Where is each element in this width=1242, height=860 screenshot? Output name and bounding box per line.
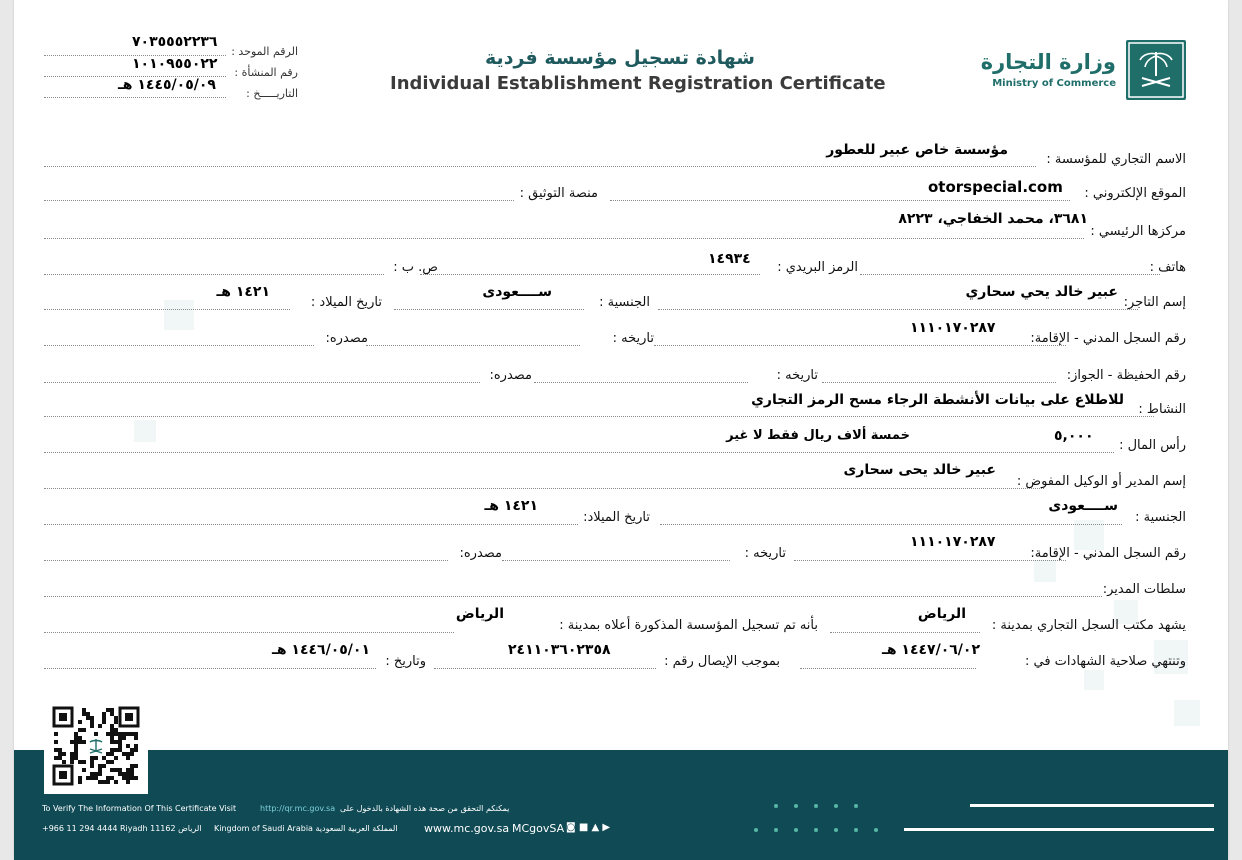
leader-dots bbox=[366, 345, 580, 346]
leader-dots bbox=[44, 200, 514, 201]
certify-label: يشهد مكتب السجل التجاري بمدينة : bbox=[991, 618, 1186, 633]
expiry-label: وتنتهي صلاحية الشهادات في : bbox=[1024, 654, 1186, 669]
verify-text-en: To Verify The Information Of This Certificate Visit bbox=[42, 804, 237, 813]
snapchat-icon[interactable]: ◙ bbox=[566, 822, 576, 833]
website-label: الموقع الإلكتروني : bbox=[1084, 186, 1186, 201]
decor-line bbox=[904, 828, 1214, 831]
decor-dot bbox=[774, 804, 778, 808]
merchant-label: إسم التاجر: bbox=[1123, 295, 1186, 310]
leader-dots bbox=[44, 524, 578, 525]
passport-source-label: مصدره: bbox=[489, 368, 532, 383]
nationality-label: الجنسية : bbox=[599, 295, 650, 310]
footer-website[interactable]: www.mc.gov.sa bbox=[424, 822, 510, 835]
leader-dots bbox=[44, 560, 448, 561]
hq-label: مركزها الرئيسي : bbox=[1090, 224, 1186, 239]
decor-dot bbox=[754, 828, 758, 832]
decor-dot bbox=[774, 828, 778, 832]
leader-dots bbox=[654, 345, 1066, 346]
capital-value: ٥,٠٠٠ bbox=[1054, 428, 1094, 444]
ministry-name-en: Ministry of Commerce bbox=[992, 78, 1116, 89]
palm-swords-icon bbox=[1126, 40, 1186, 100]
phone-label: هاتف : bbox=[1149, 260, 1186, 275]
verify-text-ar: يمكنكم التحقق من صحة هذه الشهادة بالدخول على bbox=[340, 804, 510, 813]
footer-bar bbox=[14, 750, 1228, 860]
leader-dots bbox=[534, 382, 748, 383]
ministry-name-ar: وزارة التجارة bbox=[980, 50, 1116, 74]
manager-civil-date-label: تاريخه : bbox=[744, 546, 786, 561]
certify-statement: بأنه تم تسجيل المؤسسة المذكورة أعلاه بمدينة : bbox=[559, 618, 818, 633]
merchant-value: عبير خالد يحي سحاري bbox=[965, 284, 1118, 300]
decor-dot bbox=[854, 828, 858, 832]
civil-id-label: رقم السجل المدني - الإقامة: bbox=[1030, 331, 1186, 346]
civil-id-date-label: تاريخه : bbox=[612, 331, 654, 346]
website-value: otorspecial.com bbox=[928, 178, 1063, 196]
manager-birth-label: تاريخ الميلاد: bbox=[583, 510, 650, 525]
decor-dot bbox=[814, 828, 818, 832]
receipt-label: بموجب الإيصال رقم : bbox=[664, 654, 780, 669]
activity-label: النشاط : bbox=[1138, 402, 1186, 417]
certificate-title-en: Individual Establishment Registration Certificate bbox=[390, 73, 886, 94]
watermark-square bbox=[1034, 560, 1056, 582]
manager-nationality-label: الجنسية : bbox=[1135, 510, 1186, 525]
unified-number: ٧٠٣٥٥٥٢٢٣٦ bbox=[132, 34, 218, 50]
decor-dot bbox=[834, 828, 838, 832]
footer-phone: +966 11 294 4444 bbox=[42, 824, 118, 833]
leader-dots bbox=[44, 238, 1084, 239]
trade-name-value: مؤسسة خاص عبير للعطور bbox=[826, 142, 1008, 158]
verify-link[interactable]: http://qr.mc.gov.sa bbox=[260, 804, 336, 813]
decor-dot bbox=[794, 828, 798, 832]
decor-dot bbox=[834, 804, 838, 808]
leader-dots bbox=[44, 668, 376, 669]
social-icons[interactable] bbox=[566, 822, 610, 833]
manager-birth-value: ١٤٢١ هـ bbox=[484, 498, 538, 514]
hq-value: ٣٦٨١، محمد الخفاجي، ٨٢٢٣ bbox=[898, 211, 1088, 227]
leader-dots bbox=[44, 97, 226, 98]
leader-dots bbox=[44, 309, 290, 310]
manager-civil-id-label: رقم السجل المدني - الإقامة: bbox=[1030, 546, 1186, 561]
certificate-title-ar: شهادة تسجيل مؤسسة فردية bbox=[485, 47, 755, 69]
leader-dots bbox=[44, 382, 480, 383]
manager-civil-source-label: مصدره: bbox=[459, 546, 502, 561]
issue-date: ١٤٤٥/٠٥/٠٩ هـ bbox=[118, 77, 216, 93]
manager-value: عبير خالد يحى سحارى bbox=[843, 462, 996, 478]
leader-dots bbox=[44, 632, 454, 633]
decor-dot bbox=[874, 828, 878, 832]
postal-value: ١٤٩٣٤ bbox=[708, 251, 751, 267]
facility-number-label: رقم المنشأة : bbox=[234, 66, 298, 79]
birth-value: ١٤٢١ هـ bbox=[216, 284, 270, 300]
leader-dots bbox=[44, 596, 1102, 597]
receipt-date-value: ١٤٤٦/٠٥/٠١ هـ bbox=[272, 642, 370, 658]
postal-label: الرمز البريدي : bbox=[777, 260, 858, 275]
unified-number-label: الرقم الموحد : bbox=[231, 45, 298, 58]
manager-label: إسم المدير أو الوكيل المفوض : bbox=[1016, 474, 1186, 489]
watermark-square bbox=[134, 420, 156, 442]
leader-dots bbox=[610, 200, 1070, 201]
expiry-value: ١٤٤٧/٠٦/٠٢ هـ bbox=[882, 642, 980, 658]
leader-dots bbox=[658, 309, 1138, 310]
footer-social-handle[interactable]: MCgovSA bbox=[512, 822, 565, 835]
leader-dots bbox=[44, 488, 1044, 489]
nationality-value: ســــعودى bbox=[482, 284, 552, 300]
leader-dots bbox=[794, 560, 1066, 561]
passport-label: رقم الحفيظة - الجواز: bbox=[1066, 368, 1186, 383]
leader-dots bbox=[860, 274, 1160, 275]
twitter-icon[interactable]: ▲ bbox=[591, 822, 600, 833]
leader-dots bbox=[44, 274, 384, 275]
watermark-square bbox=[1084, 670, 1104, 690]
receipt-value: ٢٤١١٠٣٦٠٢٣٥٨ bbox=[508, 642, 611, 658]
watermark-square bbox=[164, 300, 194, 330]
footer-country: Kingdom of Saudi Arabia المملكة العربية السعودية bbox=[214, 824, 398, 833]
certificate-page bbox=[14, 0, 1228, 860]
youtube-icon[interactable]: ▶ bbox=[602, 822, 611, 833]
certify-city: الرياض bbox=[917, 606, 966, 622]
trade-name-label: الاسم التجاري للمؤسسة : bbox=[1046, 152, 1186, 167]
manager-nationality-value: ســــعودى bbox=[1048, 498, 1118, 514]
leader-dots bbox=[44, 452, 1114, 453]
certify-city-2: الرياض bbox=[455, 606, 504, 622]
leader-dots bbox=[420, 274, 760, 275]
facility-number: ١٠١٠٩٥٥٠٢٢ bbox=[132, 56, 218, 72]
qr-code[interactable] bbox=[44, 698, 148, 794]
capital-currency: ريال فقط لا غير bbox=[726, 428, 832, 443]
decor-dot bbox=[854, 804, 858, 808]
decor-dot bbox=[814, 804, 818, 808]
leader-dots bbox=[502, 560, 730, 561]
civil-id-source-label: مصدره: bbox=[325, 331, 368, 346]
footer-city: Riyadh 11162 الرياض bbox=[120, 824, 202, 833]
capital-words: خمسة ألاف bbox=[837, 428, 910, 443]
qr-code-graphic bbox=[44, 698, 148, 794]
leader-dots bbox=[44, 416, 1154, 417]
leader-dots bbox=[800, 668, 976, 669]
leader-dots bbox=[434, 668, 656, 669]
decor-dot bbox=[794, 804, 798, 808]
civil-id-value: ١١١٠١٧٠٢٨٧ bbox=[910, 320, 996, 336]
facebook-icon[interactable]: ■ bbox=[578, 822, 589, 833]
leader-dots bbox=[660, 524, 1122, 525]
activity-value: للاطلاع على بيانات الأنشطة الرجاء مسح الرمز التجاري bbox=[751, 392, 1124, 408]
leader-dots bbox=[822, 382, 1056, 383]
leader-dots bbox=[394, 309, 584, 310]
manager-civil-id-value: ١١١٠١٧٠٢٨٧ bbox=[910, 534, 996, 550]
manager-authority-label: سلطات المدير: bbox=[1102, 582, 1186, 597]
leader-dots bbox=[830, 632, 980, 633]
watermark-square bbox=[1174, 700, 1200, 726]
passport-date-label: تاريخه : bbox=[776, 368, 818, 383]
capital-label: رأس المال : bbox=[1119, 438, 1186, 453]
birth-label: تاريخ الميلاد : bbox=[310, 295, 382, 310]
decor-line bbox=[970, 804, 1214, 807]
leader-dots bbox=[44, 345, 314, 346]
issue-date-label: التاريـــــخ : bbox=[246, 87, 298, 100]
ministry-emblem bbox=[1126, 40, 1186, 100]
leader-dots bbox=[44, 166, 1036, 167]
receipt-date-label: وتاريخ : bbox=[385, 654, 426, 669]
po-box-label: ص. ب : bbox=[393, 260, 438, 275]
platform-label: منصة التوثيق : bbox=[519, 186, 598, 201]
